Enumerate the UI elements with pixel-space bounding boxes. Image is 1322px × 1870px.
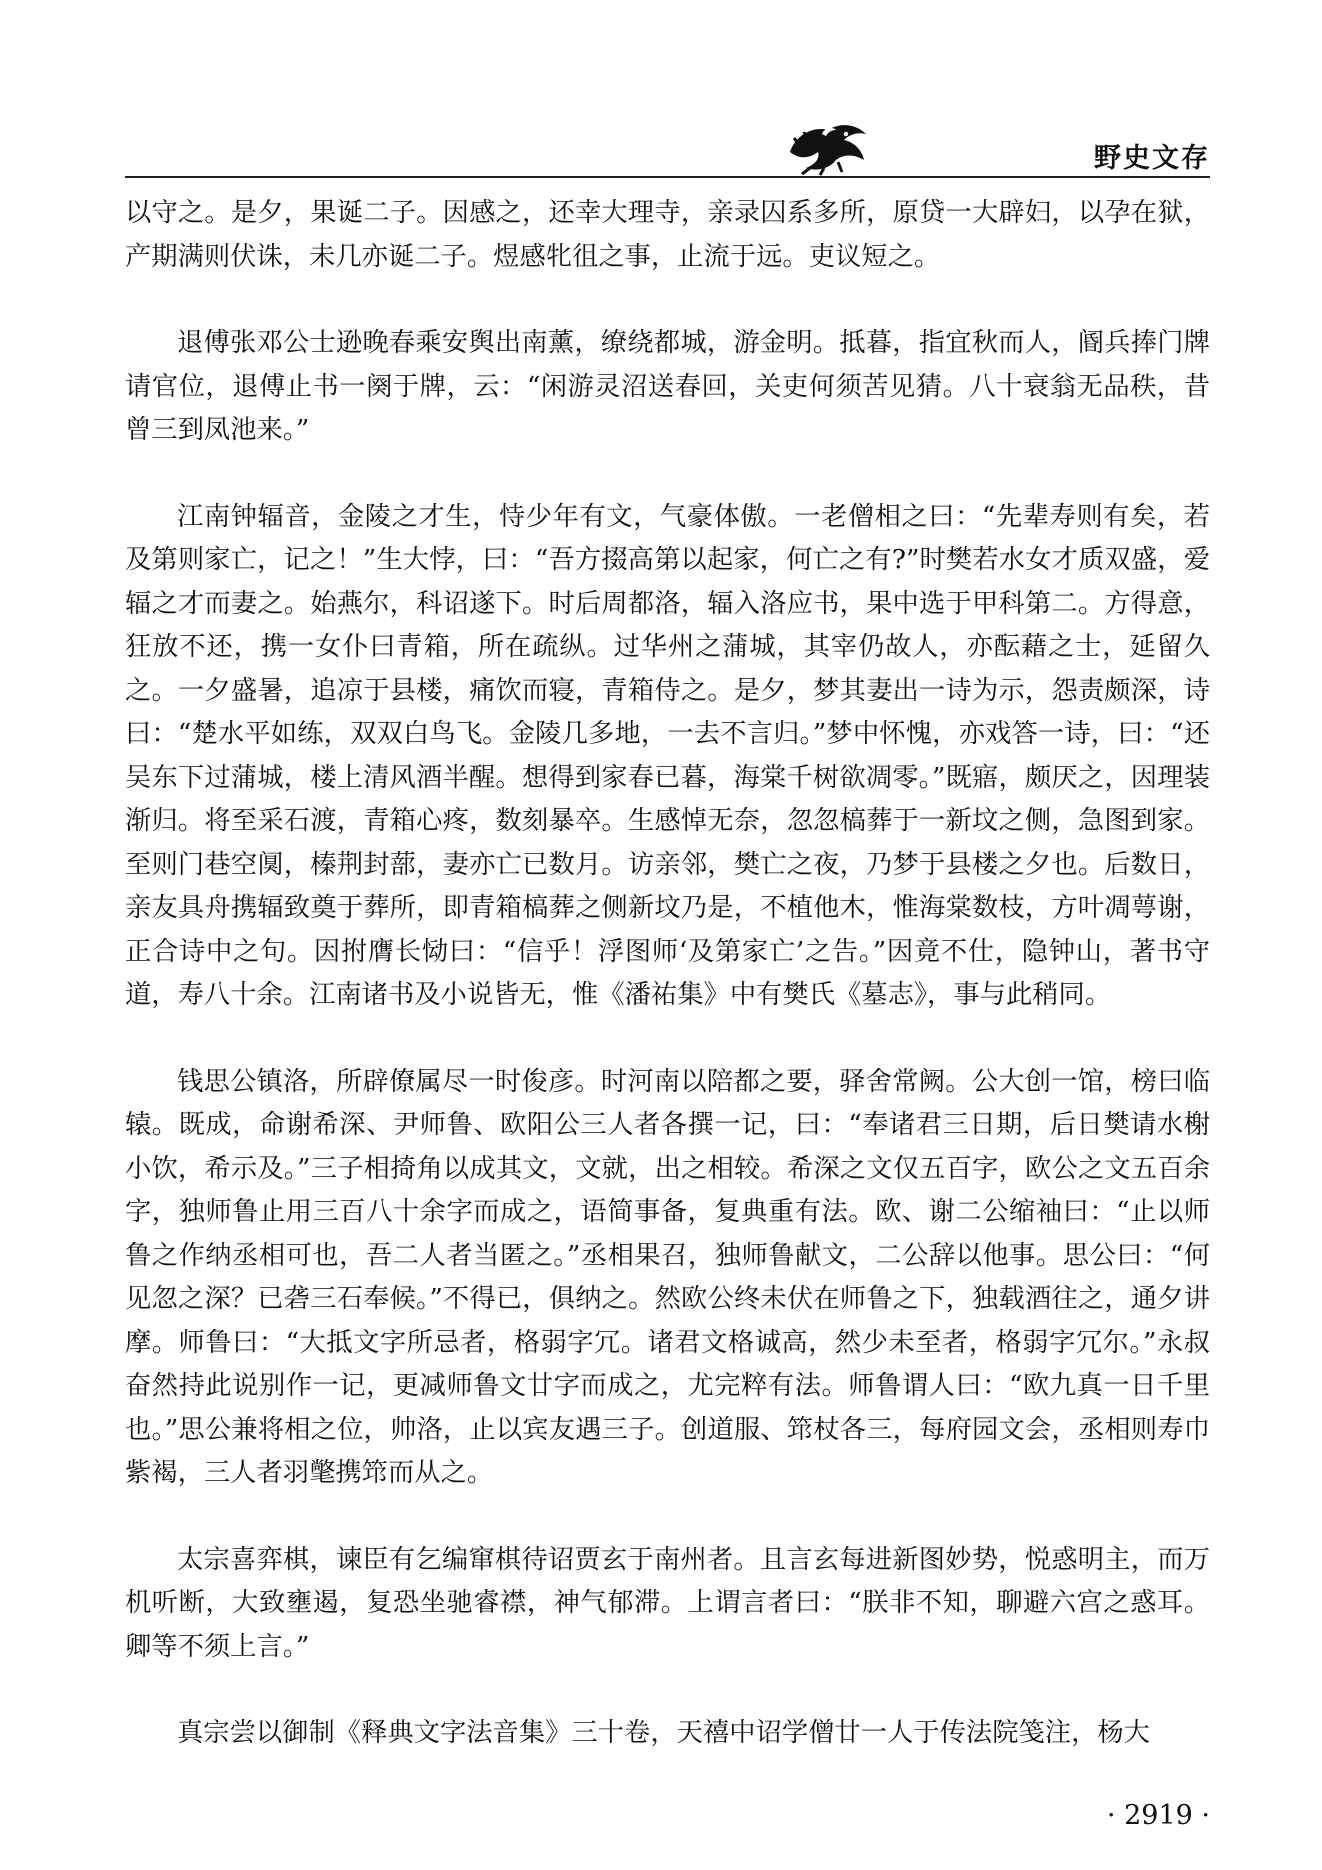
paragraph-continued: 以守之。是夕，果诞二子。因感之，还幸大理寺，亲录囚系多所，原贷一大辟妇，以孕在狱，产期满则伏诛，未几亦诞二子。煜感牝徂之事，止流于远。吏议短之。 bbox=[125, 198, 1210, 272]
paragraph-zhang-denggong: 退傅张邓公士逊晚春乘安舆出南薰，缭绕都城，游金明。抵暮，指宜秋而人，阍兵捧门牌请官位，退傅止书一阕于牌，云：“闲游灵沼送春回，关吏何须苦见猜。八十衰翁无品秩，昔曾三到凤池来。” bbox=[125, 328, 1210, 445]
header-divider bbox=[125, 176, 1210, 178]
page-number: · 2919 · bbox=[1106, 1800, 1210, 1831]
paragraph-taizong-chess: 太宗喜弈棋，谏臣有乞编窜棋待诏贾玄于南州者。且言玄每进新图妙势，悦惑明主，而万机听断，大致壅遏，复恐坐驰睿襟，神气郁滞。上谓言者曰：“朕非不知，聊避六宫之惑耳。卿等不须上言。” bbox=[125, 1544, 1210, 1662]
page-header bbox=[125, 108, 1210, 180]
paragraph-qian-sigong: 钱思公镇洛，所辟僚属尽一时俊彦。时河南以陪都之要，驿舍常阙。公大创一馆，榜曰临辕。既成，命谢希深、尹师鲁、欧阳公三人者各撰一记，曰：“奉诸君三日期，后日樊请水榭小饮，希示及。”三子相掎角以成其文，文就，出之相较。希深之文仅五百字，欧公之文五百余字，独师鲁止用三百八十余字而成之，语简事备，复典重有法。欧、谢二公缩袖曰：“止以师鲁之作纳丞相可也，吾二人者当匿之。”丞相果召，独师鲁献文，二公辞以他事。思公曰：“何见忽之深？已砻三石奉候。”不得已，俱纳之。然欧公终未伏在师鲁之下，独载酒往之，通夕讲摩。师鲁曰：“大抵文字所忌者，格弱字冗。诸君文格诚高，然少未至者，格弱字冗尔。”永叔奋然持此说别作一记，更减师鲁文廿字而成之，尤完粹有法。师鲁谓人曰：“欧九真一日千里也。”思公兼将相之位，帅洛，止以宾友遇三子。创道服、筇杖各三，每府园文会，丞相则寿巾紫褐，三人者羽氅携筇而从之。 bbox=[125, 1066, 1210, 1488]
dragon-emblem-icon bbox=[780, 116, 876, 176]
paragraph-zhenzong: 真宗尝以御制《释典文字法音集》三十卷，天禧中诏学僧廿一人于传法院笺注，杨大 bbox=[177, 1718, 1150, 1748]
body-text bbox=[125, 192, 1210, 1756]
running-header-title: 野史文存 bbox=[1094, 143, 1210, 174]
paragraph-zhong-fuyin: 江南钟辐音，金陵之才生，恃少年有文，气豪体傲。一老僧相之曰：“先辈寿则有矣，若及第则家亡，记之！”生大悖，曰：“吾方掇高第以起家，何亡之有?”时樊若水女才质双盛，爱辐之才而妻之。始燕尔，科诏遂下。时后周都洛，辐入洛应书，果中选于甲科第二。方得意，狂放不还，携一女仆曰青箱，所在疏纵。过华州之蒲城，其宰仍故人，亦酝藉之士，延留久之。一夕盛暑，追凉于县楼，痛饮而寝，青箱侍之。是夕，梦其妻出一诗为示，怨责颇深，诗曰：“楚水平如练，双双白鸟飞。金陵几多地，一去不言归。”梦中怀愧，亦戏答一诗，曰：“还吴东下过蒲城，楼上清风酒半醒。想得到家春已暮，海棠千树欲凋零。”既寤，颇厌之，因理装渐归。将至采石渡，青箱心疼，数刻暴卒。生感悼无奈，忽忽槁葬于一新坟之侧，急图到家。至则门巷空阒，榛荆封蔀，妻亦亡已数月。访亲邻，樊亡之夜，乃梦于县楼之夕也。后数日，亲友具舟携辐致奠于葬所，即青箱槁葬之侧新坟乃是，不植他木，惟海棠数枝，方叶凋萼谢，正合诗中之句。因拊膺长恸曰：“信乎！浮图师‘及第家亡’之告。”因竟不仕，隐钟山，著书守道，寿八十余。江南诸书及小说皆无，惟《潘祐集》中有樊氏《墓志》，事与此稍同。 bbox=[125, 501, 1210, 1010]
